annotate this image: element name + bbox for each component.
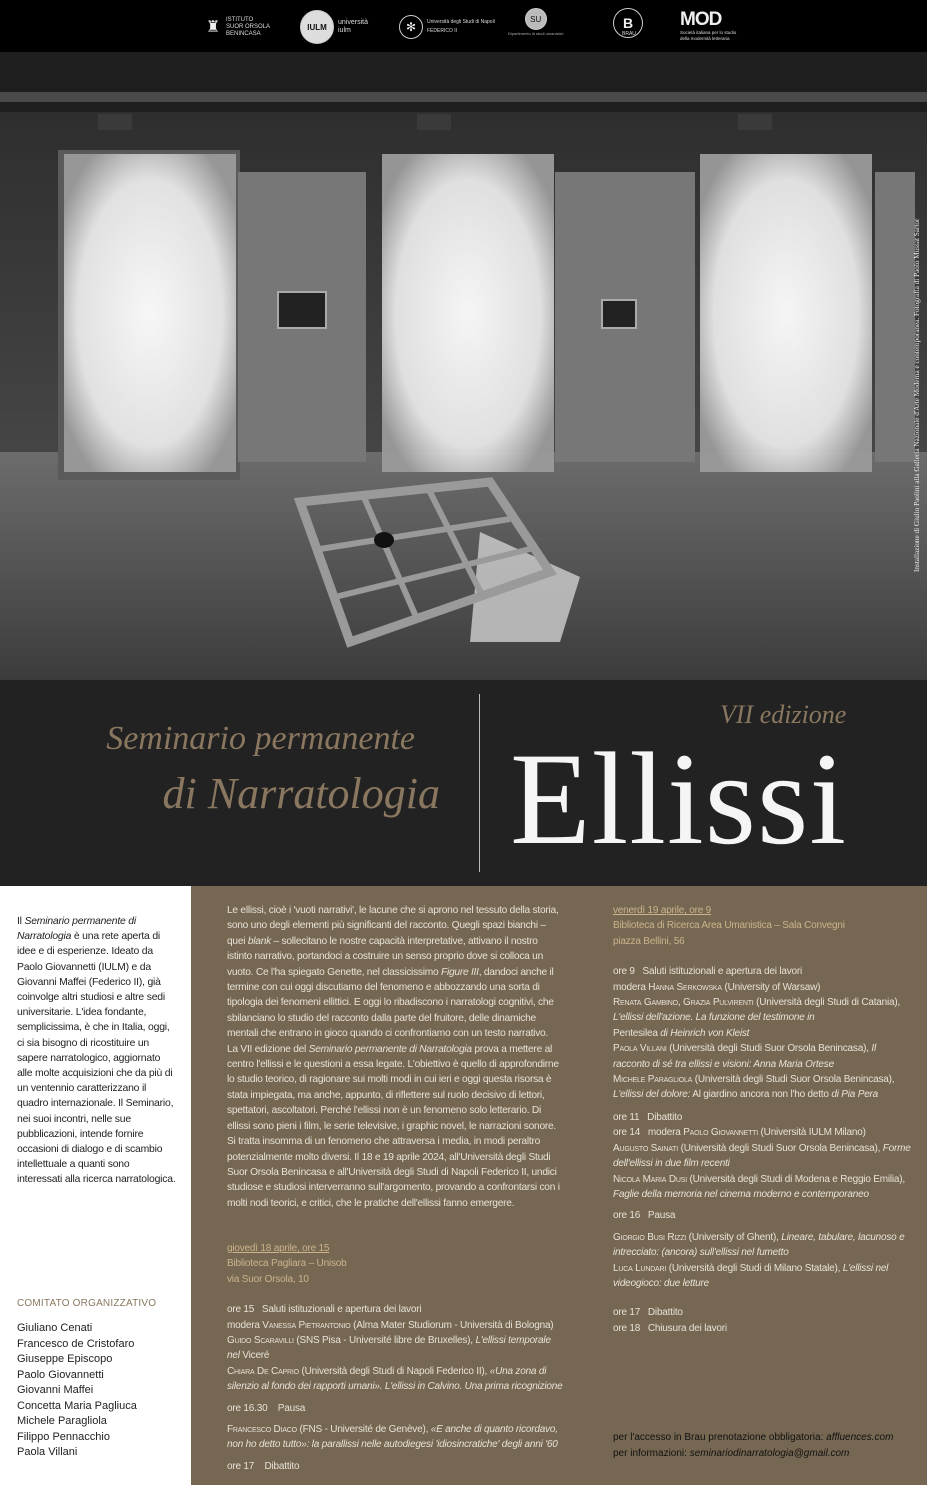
contact-footer — [613, 1430, 913, 1462]
schedule-item: ore 15 Saluti istituzionali e apertura dei lavori — [227, 1304, 422, 1316]
friday-venue: Biblioteca di Ricerca Area Umanistica – Sala Convegni — [613, 920, 845, 932]
seminar-title-line-2: di Narratologia — [162, 769, 440, 818]
brau-logo: B BRAU — [613, 8, 643, 42]
committee-member: Concetta Maria Pagliuca — [17, 1399, 137, 1412]
mod-wordmark: MOD — [680, 9, 722, 30]
schedule-friday — [613, 903, 913, 1336]
iulm-circle-icon: IULM — [300, 10, 334, 44]
schedule-item: Pentesilea di Heinrich von Kleist — [613, 1027, 750, 1039]
committee-member: Michele Paragliola — [17, 1415, 107, 1427]
schedule-item: Augusto Sainati (Università degli Studi Suor Orsola Benincasa), Forme dell'ellissi in due film recenti — [613, 1142, 911, 1170]
committee-member: Giuseppe Episcopo — [17, 1353, 113, 1365]
contact-info: per informazioni: seminariodinarratologia@gmail.com — [613, 1448, 850, 1459]
committee-title: COMITATO ORGANIZZATIVO — [17, 1298, 157, 1309]
committee-member: Filippo Pennacchio — [17, 1430, 110, 1443]
title-band — [0, 680, 927, 886]
description-paragraph-2: La VII edizione del Seminario permanente di Narratologia prova a mettere al centro l'ellissi e le questioni a essa legate. L'obiettivo è quello di approfondirne lo studio teorico, di ragionare sui molti modi in cui ieri e oggi questa risorsa è stata impiegata, ma anche, appunto, di riflettere sul ruolo decisivo di lettori, spettatori, ascoltatori. Perché l'ellissi non è un fenomeno solo letterario. Di ellissi sono pieni i film, le serie televisive, i graphic novel, le narrazioni sonore. Si tratta insomma di un fenomeno che attraversa i media, in modi peraltro potenzialmente molto diversi. Il 18 e 19 aprile 2024, all'Università degli Studi Suor Orsola Benincasa e all'Università degli Studi di Napoli Federico II, undici studiose e studiosi interverranno sull'argomento, provando a confrontarsi con i molti nodi teorici, e critici, che le pratiche dell'ellissi fanno emergere. — [227, 1043, 560, 1209]
thursday-date: giovedì 18 aprile, ore 15 — [227, 1243, 330, 1254]
friday-date: venerdì 19 aprile, ore 9 — [613, 905, 712, 916]
intro-text: Il Seminario permanente di Narratologia è una rete aperta di idee e di esperienze. Ideato da Paolo Giovannetti (IULM) e da Giovanni Maffei (Federico II), già coinvolge altri studiosi e altre sedi universitarie. L'idea fondante, semplicissima, è che in Italia, oggi, ci sia bisogno di ricostituire un sapere narratologico, aggiornato alle molte acquisizioni che da più di un ventennio caratterizzano il quadro internazionale. Il Seminario, nei suoi incontri, nelle sue pubblicazioni, intende fornire occasioni di dialogo e di scambio intellettuale a quanti sono interessati alla ricerca narratologica. — [17, 916, 176, 1186]
installation-photo — [0, 52, 927, 680]
booking-link[interactable]: affluences.com — [826, 1432, 894, 1443]
schedule-item: Paola Villani (Università degli Studi Suor Orsola Benincasa), Il racconto di sé tra ellissi e visioni: Anna Maria Ortese — [613, 1043, 876, 1070]
drop-icon: SU — [525, 8, 547, 30]
schedule-item: ore 11 Dibattito — [613, 1111, 683, 1123]
schedule-item: ore 17 Dibattito — [227, 1460, 300, 1472]
schedule-item: ore 16.30 Pausa — [227, 1402, 306, 1414]
installation-photo-drawing — [0, 52, 927, 680]
committee-member: Paola Villani — [17, 1446, 78, 1458]
booking-info: per l'accesso in Brau prenotazione obbligatoria: affluences.com — [613, 1432, 894, 1443]
program-panel — [191, 886, 927, 1485]
schedule-item: Nicola Maria Dusi (Università degli Studi di Modena e Reggio Emilia), Faglie della memoria nel cinema moderno e contemporaneo — [613, 1173, 905, 1200]
iulm-logo: IULM università iulm — [300, 10, 368, 44]
edition-label: VII edizione — [720, 700, 847, 729]
thursday-address: via Suor Orsola, 10 — [227, 1273, 309, 1285]
schedule-item: ore 14 modera Paolo Giovannetti (Università IULM Milano) — [613, 1127, 866, 1139]
seal-icon: ✻ — [399, 15, 423, 39]
suor-orsola-logo: ♜ ISTITUTO SUOR ORSOLA BENINCASA — [205, 16, 271, 37]
friday-address: piazza Bellini, 56 — [613, 935, 685, 947]
contact-email[interactable]: seminariodinarratologia@gmail.com — [689, 1448, 850, 1459]
title-divider — [479, 694, 480, 872]
description-paragraph-1: Le ellissi, cioè i 'vuoti narrativi', le lacune che si aprono nel tessuto della storia, sono uno degli elementi più significanti del racconto. Quegli spazi bianchi – quei blank – sollecitano le nostre capacità interpretative, attivano il nostro istinto narrativo, portandoci a costruire un senso proprio dove si colloca un vuoto. Ce l'ha spiegato Genette, nel classicissimo Figure III, dandoci anche il termine con cui oggi discutiamo del fenomeno e abbozzando una sorta di tipologia dei fenomeni ellittici. E oggi lo ribadiscono i narratologi cognitivi, che sbilanciano lo studio del racconto dalla parte del fruitore, delle dinamiche mentali che entrano in gioco quando ci confrontiamo con un testo narrativo. — [227, 905, 559, 1040]
seminar-title-line-1: Seminario permanente — [106, 720, 415, 757]
schedule-item: modera Vanessa Pietrantonio (Alma Mater Studiorum - Università di Bologna) — [227, 1319, 554, 1331]
photo-credit: Installazione di Giulio Paolini alla Galleria Nazionale d'Arte Moderna e contemporanea. Fotografia di Paolo Mussat Sartor — [913, 218, 921, 572]
schedule-item: ore 16 Pausa — [613, 1210, 676, 1222]
dsu-logo: SU Dipartimento di studi umanistici — [508, 8, 563, 42]
schedule-item: Chiara De Caprio (Università degli Studi di Napoli Federico II), «Una zona di silenzio al fondo dei rapporti umani». L'ellissi in Calvino. Una prima ricognizione — [227, 1365, 563, 1393]
committee-member: Paolo Giovannetti — [17, 1368, 104, 1381]
schedule-item: Renata Gambino, Grazia Pulvirenti (Università degli Studi di Catania), L'ellissi dell'azione. La funzione del testimone in — [613, 997, 901, 1024]
intro-column — [0, 886, 191, 1485]
schedule-item: modera Hanna Serkowska (University of Warsaw) — [613, 981, 821, 993]
schedule-item: Francesco Diaco (FNS - Université de Genève), «E anche di quanto ricordavo, non ho detto tutto»: la parallissi nelle autodiegesi 'idiosincratiche' degli anni '60 — [227, 1424, 558, 1451]
main-title: Ellissi — [510, 725, 848, 872]
committee-list — [17, 1321, 137, 1461]
schedule-item: ore 9 Saluti istituzionali e apertura dei lavori — [613, 966, 803, 978]
building-icon: ♜ — [205, 18, 221, 36]
schedule-item: Giorgio Busi Rizzi (University of Ghent), Lineare, tabulare, lacunoso e intrecciato: (ancora) sull'ellissi nel fumetto — [613, 1231, 905, 1259]
committee-member: Francesco de Cristofaro — [17, 1337, 135, 1350]
schedule-item: ore 17 Dibattito — [613, 1307, 683, 1319]
schedule-item: Guido Scaravilli (SNS Pisa - Université libre de Bruxelles), L'ellissi temporale nel Viceré — [227, 1335, 551, 1362]
brau-circle-icon: B — [613, 8, 643, 38]
schedule-thursday — [227, 1241, 565, 1474]
mod-logo: MOD Società italiana per lo studio della modernità letteraria — [680, 9, 737, 41]
schedule-item: Michele Paragliola (Università degli Studi Suor Orsola Benincasa), L'ellissi del dolore: Al giardino ancora non l'ho detto di Pia Pera — [613, 1074, 895, 1101]
description-text — [227, 903, 565, 1211]
federico-ii-logo: ✻ Università degli Studi di Napoli FEDERICO II — [399, 10, 495, 44]
schedule-item: Luca Lundari (Università degli Studi di Milano Statale), L'ellissi nel videogioco: due letture — [613, 1262, 889, 1289]
committee-member: Giovanni Maffei — [17, 1384, 94, 1396]
schedule-item: ore 18 Chiusura dei lavori — [613, 1322, 727, 1334]
committee-member: Giuliano Cenati — [17, 1322, 93, 1334]
thursday-venue: Biblioteca Pagliara – Unisob — [227, 1258, 347, 1270]
logo-bar — [0, 0, 927, 52]
